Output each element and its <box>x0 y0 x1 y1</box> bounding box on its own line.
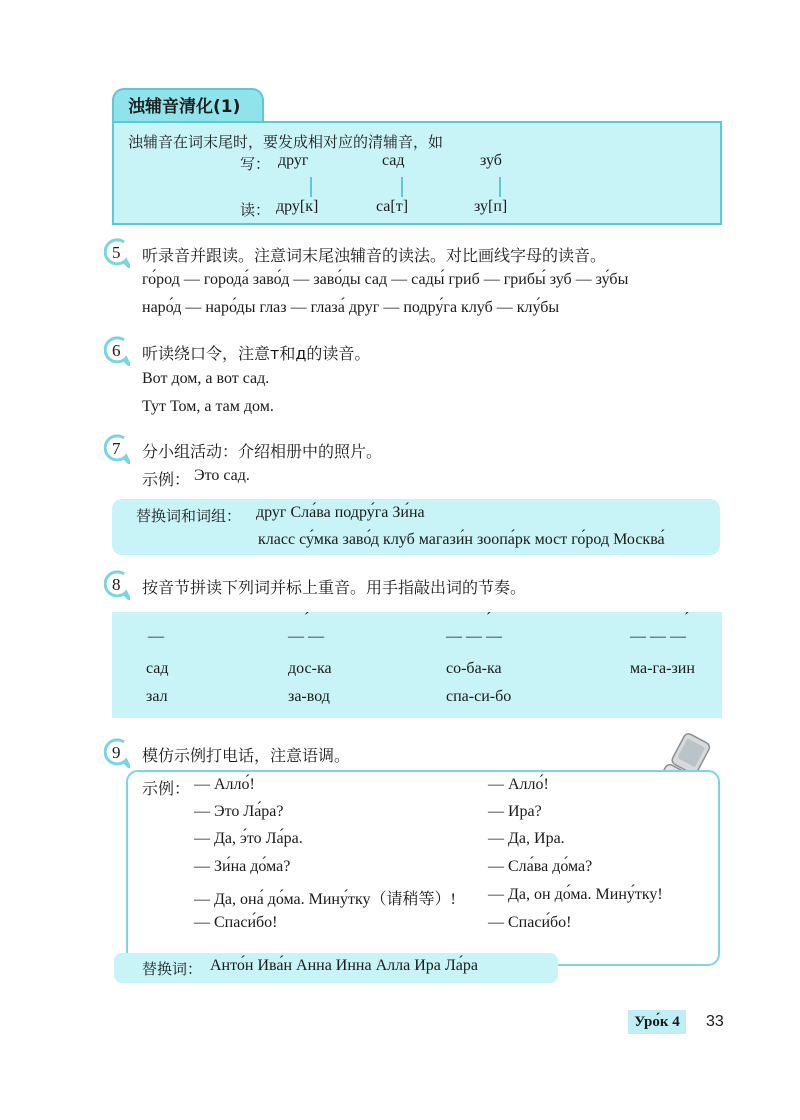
ex7-sub-label: 替换词和词组： <box>136 507 242 525</box>
ex8-instruction: 按音节拼读下列词并标上重音。用手指敲出词的节奏。 <box>142 578 527 597</box>
exercise-number-6: 6 <box>104 336 130 366</box>
tick-2 <box>401 177 403 197</box>
dialogue-right-6: — Спаси́бо! <box>488 914 572 931</box>
exercise-number-5: 5 <box>104 238 130 268</box>
tick-1 <box>310 177 312 197</box>
page-number: 33 <box>706 1013 724 1030</box>
syllable-r1-c2: дос-ка <box>288 660 332 677</box>
ex6-line-2: Тут Том, а там дом. <box>142 398 274 415</box>
pattern-2: — — <box>288 628 324 645</box>
syllable-r1-c4: ма-га-зин <box>630 660 695 677</box>
ex7-sub-line-2: класс су́мка заво́д клуб магази́н зоопа́рк мост го́род Москва́ <box>258 531 665 548</box>
dialogue-left-2: — Это Ла́ра? <box>194 803 284 820</box>
accent-mark-3: ´ <box>486 610 492 627</box>
ex5-line-2: наро́д — наро́ды глаз — глаза́ друг — подру́га клуб — клу́бы <box>142 299 560 316</box>
read-label: 读： <box>240 201 271 219</box>
ex9-sub-label: 替换词： <box>142 960 203 978</box>
ex7-sub-line-1: друг Сла́ва подру́га Зи́на <box>256 504 425 521</box>
syllable-r2-c3: спа-си-бо <box>446 688 512 705</box>
rule-text: 浊辅音在词末尾时，要发成相对应的清辅音，如 <box>128 133 444 151</box>
dialogue-left-5: — Да, она́ до́ма. Мину́тку（请稍等）! <box>194 891 456 908</box>
write-word-1: друг <box>278 152 309 169</box>
dialogue-left-4: — Зи́на до́ма? <box>194 858 291 875</box>
dialogue-right-2: — Ира? <box>488 803 542 820</box>
syllable-r2-c1: зал <box>146 688 168 705</box>
exercise-number-8: 8 <box>104 570 130 600</box>
ex5-instruction: 听录音并跟读。注意词末尾浊辅音的读法。对比画线字母的读音。 <box>142 246 607 265</box>
read-word-2: са[т] <box>376 198 409 215</box>
syllable-r1-c3: со-ба-ка <box>446 660 502 677</box>
exercise-number-7: 7 <box>104 434 130 464</box>
dialogue-left-6: — Спаси́бо! <box>194 914 278 931</box>
ex7-example-label: 示例： <box>142 470 191 489</box>
rule-title: 浊辅音清化(1) <box>112 88 264 122</box>
write-label: 写： <box>240 155 271 173</box>
ex7-example: Это сад. <box>194 467 250 484</box>
ex5-line-1: го́род — города́ заво́д — заво́ды сад — сады́ гриб — грибы́ зуб — зу́бы <box>142 271 629 288</box>
dialogue-left-3: — Да, э́то Ла́ра. <box>194 830 303 847</box>
write-word-2: сад <box>382 152 405 169</box>
pattern-3: — — — <box>446 628 502 645</box>
ex6-line-1: Вот дом, а вот сад. <box>142 370 270 387</box>
syllable-r2-c2: за-вод <box>288 688 330 705</box>
pattern-4: — — — <box>630 628 686 645</box>
ex9-sub-words: Анто́н Ива́н Анна Инна Алла Ира Ла́ра <box>210 957 478 974</box>
dialogue-right-5: — Да, он до́ма. Мину́тку! <box>488 886 663 903</box>
dialogue-right-4: — Сла́ва до́ма? <box>488 858 593 875</box>
lesson-badge: Уро́к 4 <box>628 1010 686 1034</box>
exercise-number-9: 9 <box>104 738 130 768</box>
ex9-example-label: 示例： <box>142 779 191 798</box>
ex9-instruction: 模仿示例打电话，注意语调。 <box>142 746 351 765</box>
tick-3 <box>499 177 501 197</box>
dialogue-right-1: — Алло́! <box>488 776 549 793</box>
accent-mark-4: ´ <box>684 610 690 627</box>
syllable-r1-c1: сад <box>146 660 169 677</box>
ex7-instruction: 分小组活动：介绍相册中的照片。 <box>142 442 383 461</box>
dialogue-right-3: — Да, Ира. <box>488 830 565 847</box>
write-word-3: зуб <box>480 152 502 169</box>
ex6-instruction: 听读绕口令，注意т和д的读音。 <box>142 344 371 363</box>
read-word-1: дру[к] <box>276 198 319 215</box>
accent-mark-2: ´ <box>304 610 310 627</box>
pattern-1: — <box>148 628 164 645</box>
read-word-3: зу[п] <box>474 198 508 215</box>
dialogue-left-1: — Алло́! <box>194 776 255 793</box>
